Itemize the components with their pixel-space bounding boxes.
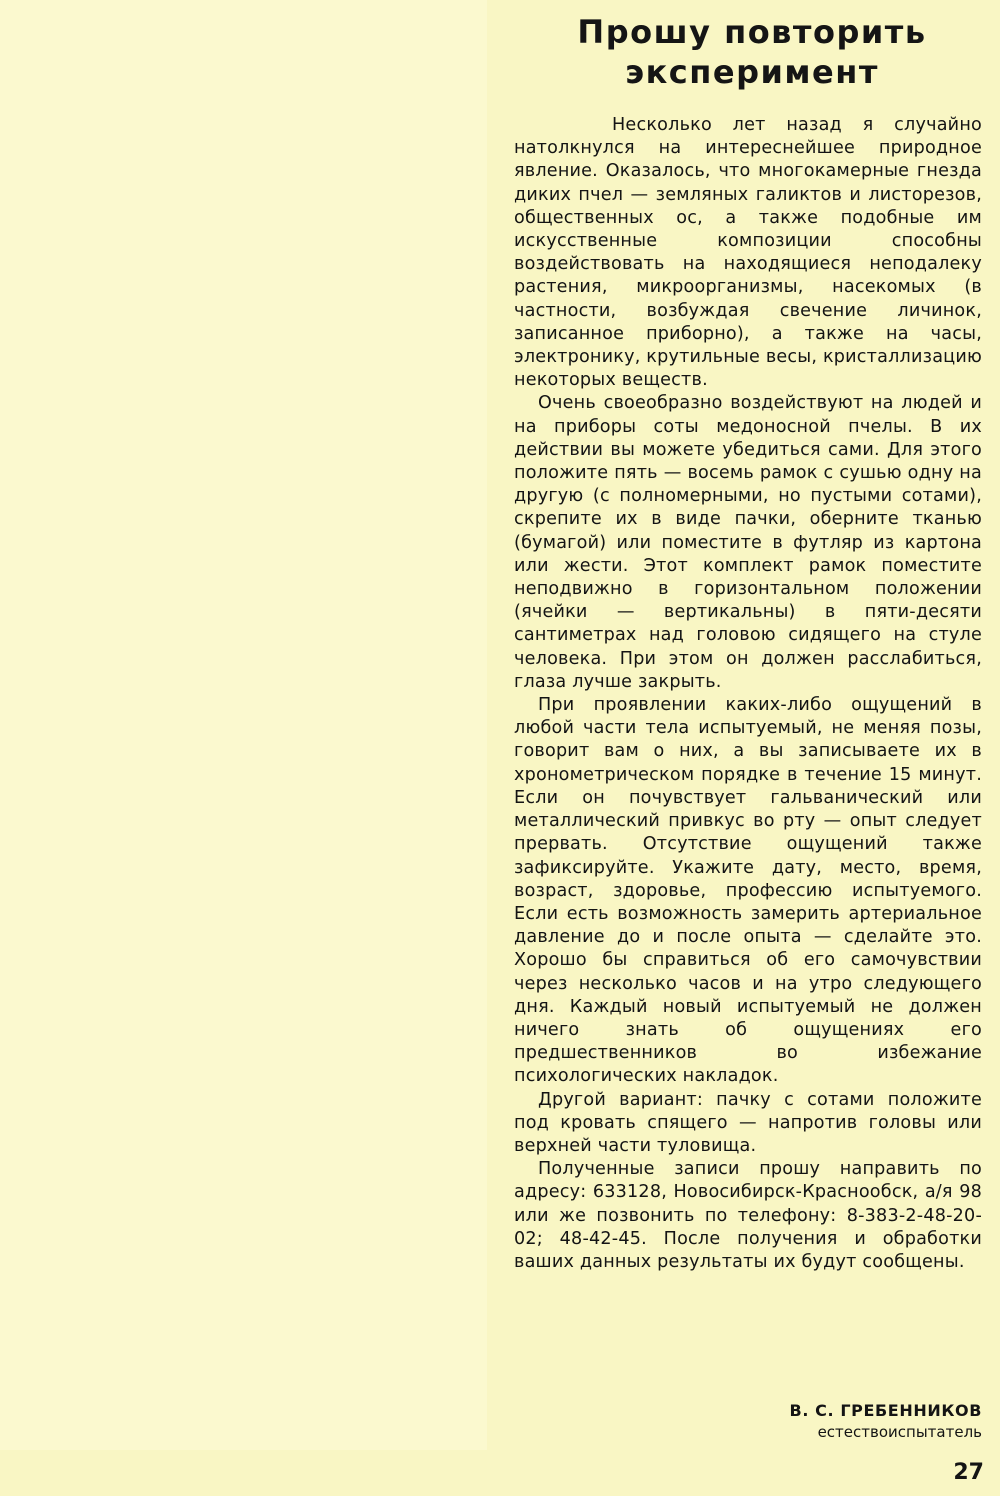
blank-left-area [0,0,487,1450]
paragraph-3: При проявлении каких-либо ощущений в любой части тела испытуемый, не меняя позы, говорит вам о них, а вы записываете их в хронометрическом порядке в течение 15 минут. Если он почувствует гальванический или металлический привкус во рту — опыт следует прервать. Отсутствие ощущений также зафиксируйте. Укажите дату, место, время, возраст, здоровье, профессию испытуемого. Если есть возможность замерить артериальное давление до и после опыта — сделайте это. Хорошо бы справиться об его самочувствии через несколько часов и на утро следующего дня. Каждый новый испытуемый не должен ничего знать об ощущениях его предшественников во избежание психологических накладок. [514,695,982,1087]
paragraph-4: Другой вариант: пачку с сотами положите под кровать спящего — напротив головы или верхней части туловища. [514,1089,982,1156]
page-number: 27 [953,1460,984,1485]
title-line-2: эксперимент [625,53,879,91]
paragraph-1: Несколько лет назад я случайно натолкнулся на интереснейшее природное явление. Оказалось, что многокамерные гнезда диких пчел — земляных галиктов и листорезов, общественных ос, а также подобные им искусственные композиции способны воздействовать на находящиеся неподалеку растения, микроорганизмы, насекомых (в частности, возбуждая свечение личинок, записанное приборно), а также на часы, электронику, крутильные весы, кристаллизацию некоторых веществ. [514,115,982,391]
author-signature [790,1400,982,1442]
author-role: естествоиспытатель [817,1423,982,1441]
title-line-1: Прошу повторить [577,13,927,51]
author-name: В. С. ГРЕБЕННИКОВ [789,1401,982,1420]
article-column [514,12,982,1274]
paragraph-2: Очень своеобразно воздействуют на людей и на приборы соты медоносной пчелы. В их действии вы можете убедиться сами. Для этого положите пять — восемь рамок с сушью одну на другую (с полномерными, но пустыми сотами), скрепите их в виде пачки, оберните тканью (бумагой) или поместите в футляр из картона или жести. Этот комплект рамок поместите неподвижно в горизонтальном положении (ячейки — вертикальны) в пяти-десяти сантиметрах над головою сидящего на стуле человека. При этом он должен расслабиться, глаза лучше закрыть. [514,393,982,692]
paragraph-5: Полученные записи прошу направить по адресу: 633128, Новосибирск-Краснообск, а/я 98 или же позвонить по телефону: 8-383-2-48-20-02; 48-42-45. После получения и обработки ваших данных результаты их будут сообщены. [514,1159,982,1272]
article-title [514,12,982,92]
